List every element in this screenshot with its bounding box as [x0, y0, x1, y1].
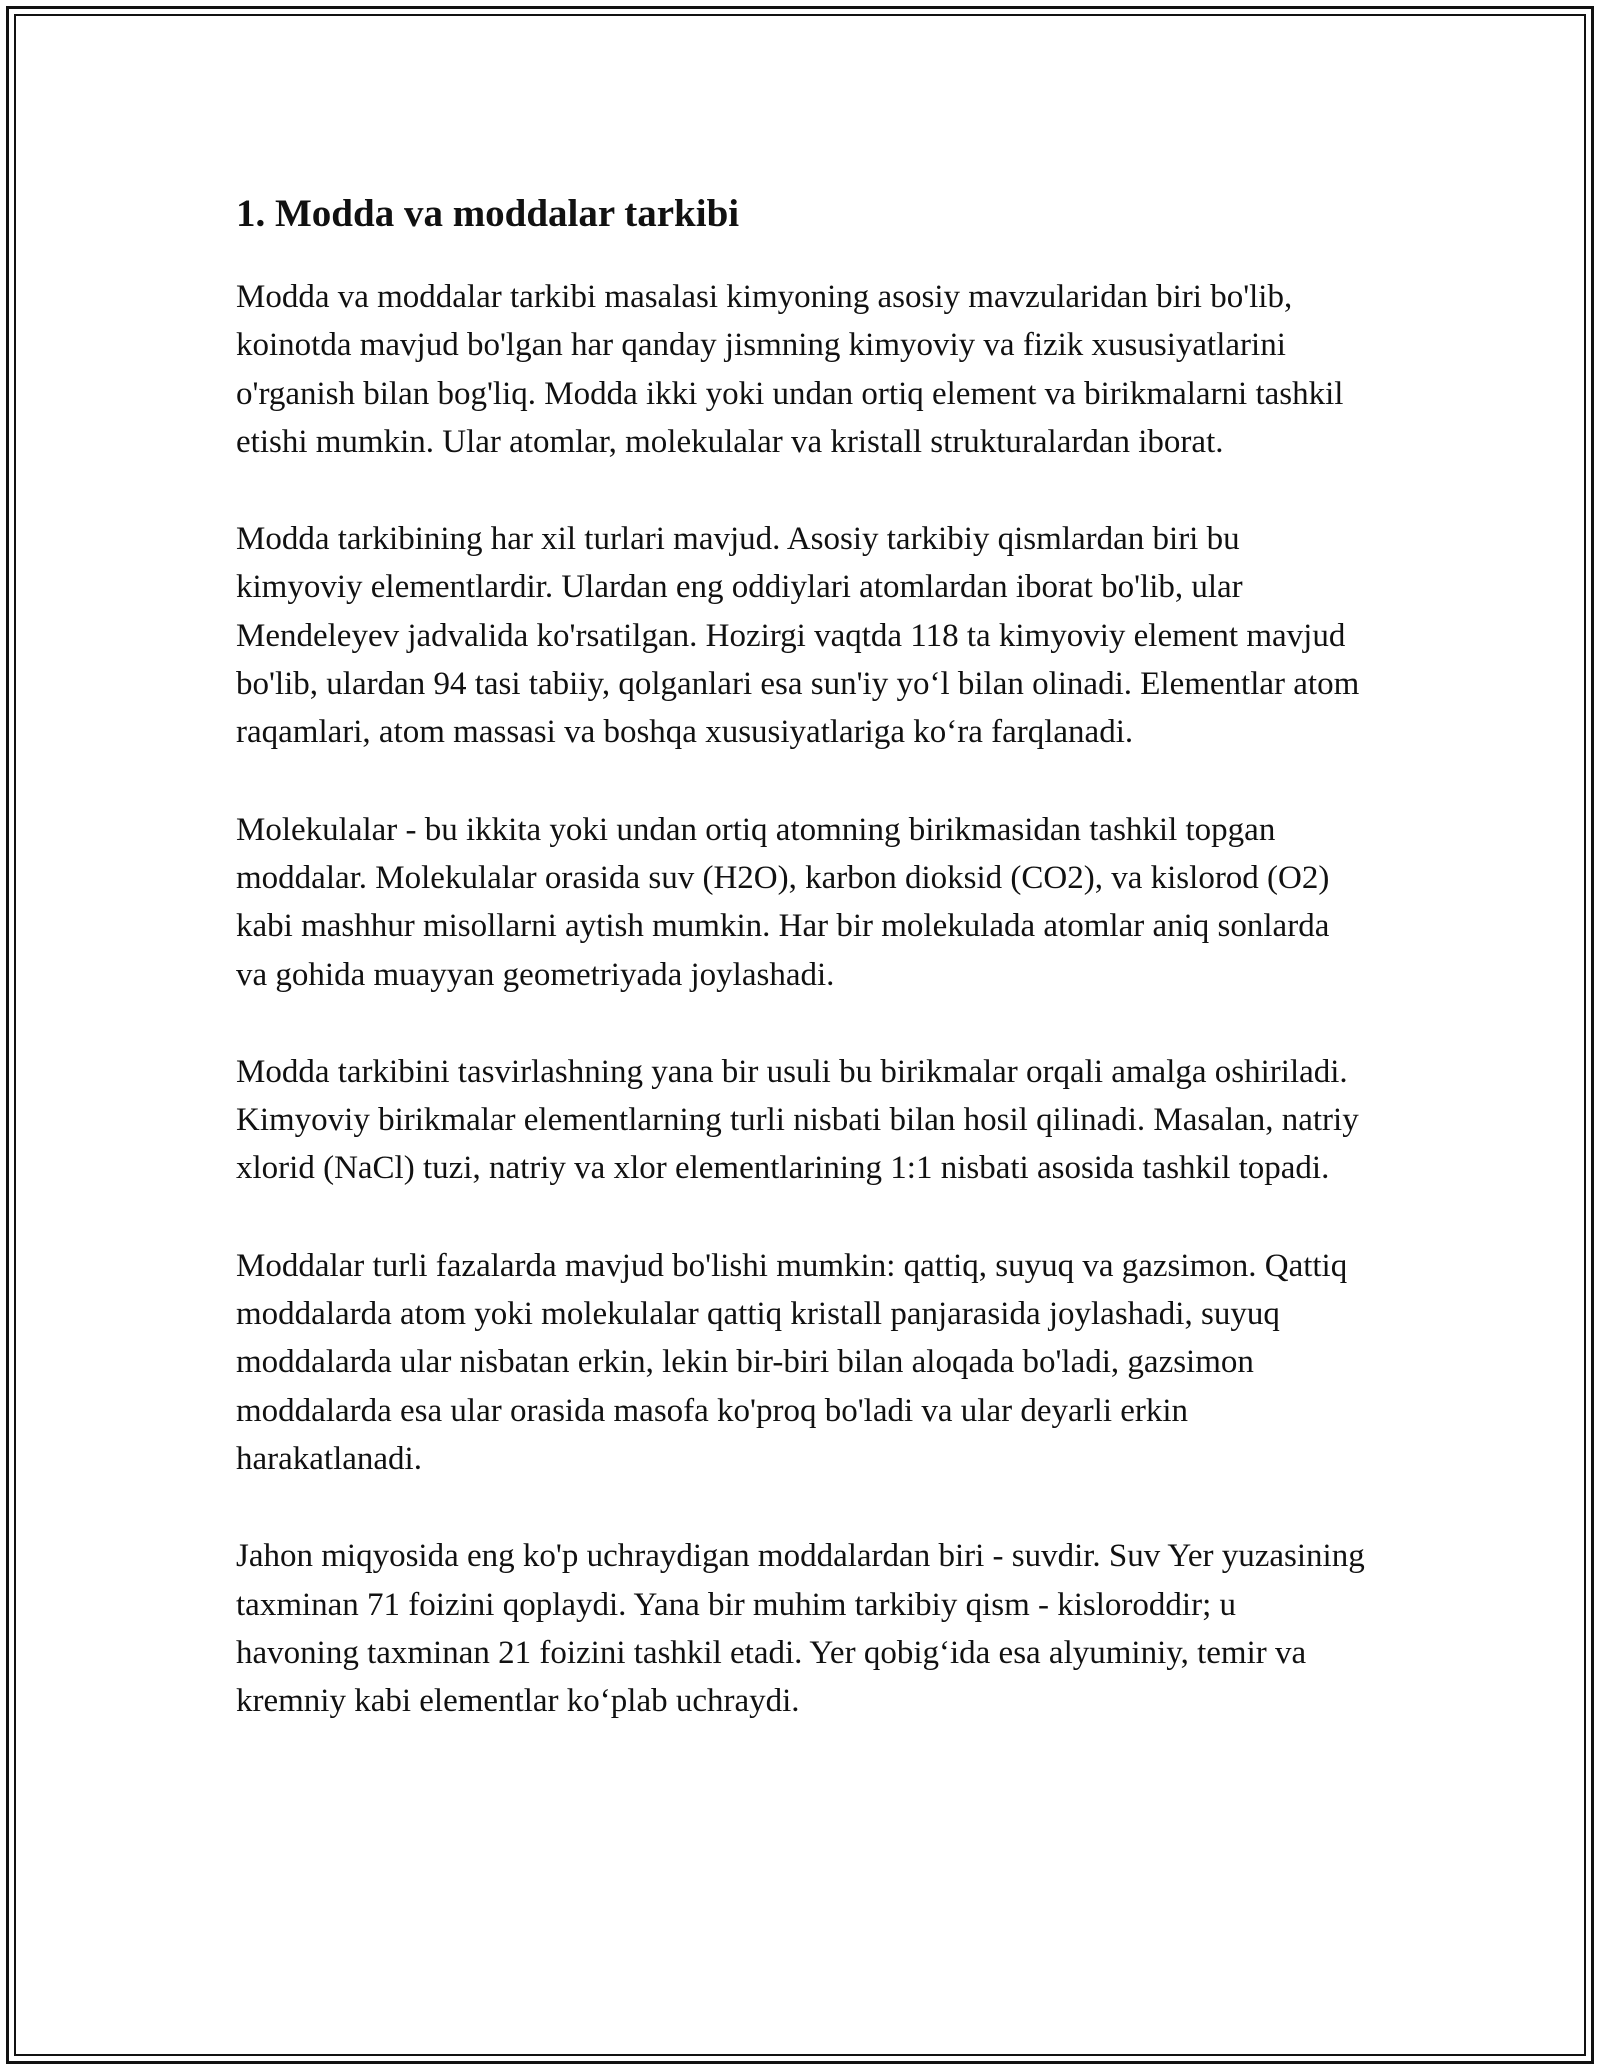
document-title: 1. Modda va moddalar tarkibi: [236, 192, 740, 235]
paragraph-abundance: Jahon miqyosida eng ko'p uchraydigan moddalardan biri - suvdir. Suv Yer yuzasining taxminan 71 foizini qoplaydi. Yana bir muhim tarkibiy qism - kisloroddir; u havoning taxminan 21 foizini tashkil etadi. Yer qobig‘ida esa alyuminiy, temir va kremniy kabi elementlar ko‘plab uchraydi.: [236, 1538, 1365, 1720]
paragraph-molecules: Molekulalar - bu ikkita yoki undan ortiq atomning birikmasidan tashkil topgan moddalar. Molekulalar orasida suv (H2O), karbon dioksid (CO2), va kislorod (O2) kabi mashhur misollarni aytish mumkin. Har bir molekulada atomlar aniq sonlarda va gohida muayyan geometriyada joylashadi.: [236, 811, 1330, 993]
paragraph-phases: Moddalar turli fazalarda mavjud bo'lishi mumkin: qattiq, suyuq va gazsimon. Qattiq moddalarda atom yoki molekulalar qattiq kristall panjarasida joylashadi, suyuq moddalarda ular nisbatan erkin, lekin bir-biri bilan aloqada bo'ladi, gazsimon moddalarda esa ular orasida masofa ko'proq bo'ladi va ular deyarli erkin harakatlanadi.: [236, 1247, 1348, 1477]
paragraph-compounds: Modda tarkibini tasvirlashning yana bir usuli bu birikmalar orqali amalga oshiriladi. Kimyoviy birikmalar elementlarning turli nisbati bilan hosil qilinadi. Masalan, natriy xlorid (NaCl) tuzi, natriy va xlor elementlarining 1:1 nisbati asosida tashkil topadi.: [236, 1053, 1359, 1187]
document-body: [236, 185, 1366, 1774]
paragraph-elements: Modda tarkibining har xil turlari mavjud. Asosiy tarkibiy qismlardan biri bu kimyoviy elementlardir. Ulardan eng oddiylari atomlardan iborat bo'lib, ular Mendeleyev jadvalida ko'rsatilgan. Hozirgi vaqtda 118 ta kimyoviy element mavjud bo'lib, ulardan 94 tasi tabiiy, qolganlari esa sun'iy yo‘l bilan olinadi. Elementlar atom raqamlari, atom massasi va boshqa xususiyatlariga ko‘ra farqlanadi.: [236, 521, 1360, 751]
paragraph-definition: Modda va moddalar tarkibi masalasi kimyoning asosiy mavzularidan biri bo'lib, koinotda mavjud bo'lgan har qanday jismning kimyoviy va fizik xususiyatlarini o'rganish bilan bog'liq. Modda ikki yoki undan ortiq element va birikmalarni tashkil etishi mumkin. Ular atomlar, molekulalar va kristall strukturalardan iborat.: [236, 279, 1344, 460]
